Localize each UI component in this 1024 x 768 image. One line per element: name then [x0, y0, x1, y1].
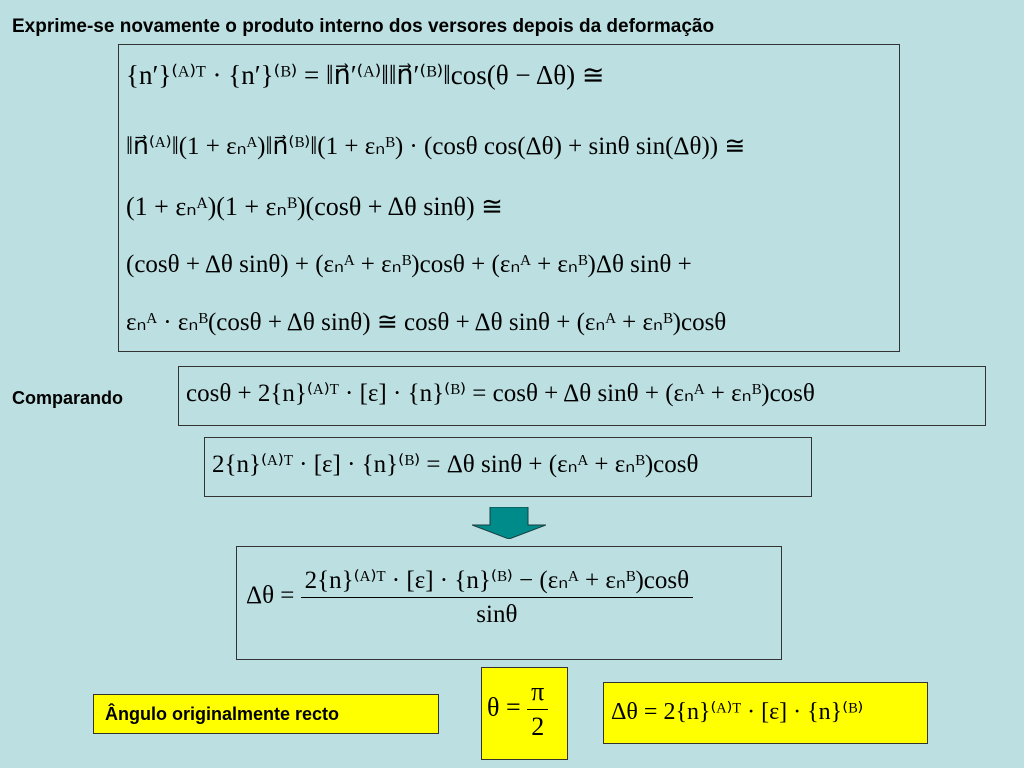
page-heading: Exprime-se novamente o produto interno dos versores depois da deformação — [12, 16, 715, 37]
derivation-line-4: (cosθ + Δθ sinθ) + (εₙᴬ + εₙᴮ)cosθ + (εₙᴬ + εₙᴮ)Δθ sinθ + — [126, 251, 692, 278]
theta-numerator: π — [531, 677, 545, 706]
comparing-label: Comparando — [12, 388, 124, 408]
fraction-bar — [301, 597, 693, 598]
derivation-line-3: (1 + εₙᴬ)(1 + εₙᴮ)(cosθ + Δθ sinθ) ≅ — [126, 192, 503, 221]
derivation-line-2: ‖n⃗⁽ᴬ⁾‖(1 + εₙᴬ)‖n⃗⁽ᴮ⁾‖(1 + εₙᴮ) · (cosθ cos(Δθ) + sinθ sin(Δθ)) ≅ — [126, 133, 746, 160]
final-equation: Δθ = 2{n}⁽ᴬ⁾ᵀ · [ε] · {n}⁽ᴮ⁾ — [611, 699, 864, 725]
theta-lhs: θ = — [487, 692, 521, 722]
result-denominator: sinθ — [476, 601, 518, 628]
derivation-line-5: εₙᴬ · εₙᴮ(cosθ + Δθ sinθ) ≅ cosθ + Δθ sinθ + (εₙᴬ + εₙᴮ)cosθ — [126, 309, 727, 336]
derivation-line-1: {n′}⁽ᴬ⁾ᵀ · {n′}⁽ᴮ⁾ = ‖n⃗′⁽ᴬ⁾‖‖n⃗′⁽ᴮ⁾‖cos(θ − Δθ) ≅ — [126, 60, 605, 90]
theta-equation — [487, 679, 548, 740]
result-numerator: 2{n}⁽ᴬ⁾ᵀ · [ε] · {n}⁽ᴮ⁾ − (εₙᴬ + εₙᴮ)cosθ — [304, 567, 690, 594]
result-equation — [246, 568, 693, 627]
right-angle-label: Ângulo originalmente recto — [105, 704, 340, 724]
result-lhs: Δθ = — [246, 582, 295, 610]
theta-denominator: 2 — [531, 712, 545, 741]
result-fraction — [301, 568, 693, 627]
compare-eq1: cosθ + 2{n}⁽ᴬ⁾ᵀ · [ε] · {n}⁽ᴮ⁾ = cosθ + Δθ sinθ + (εₙᴬ + εₙᴮ)cosθ — [186, 380, 815, 407]
theta-fraction — [527, 679, 548, 740]
compare-eq2: 2{n}⁽ᴬ⁾ᵀ · [ε] · {n}⁽ᴮ⁾ = Δθ sinθ + (εₙᴬ + εₙᴮ)cosθ — [212, 451, 699, 478]
down-arrow-icon — [472, 507, 546, 539]
fraction-bar — [527, 709, 548, 710]
